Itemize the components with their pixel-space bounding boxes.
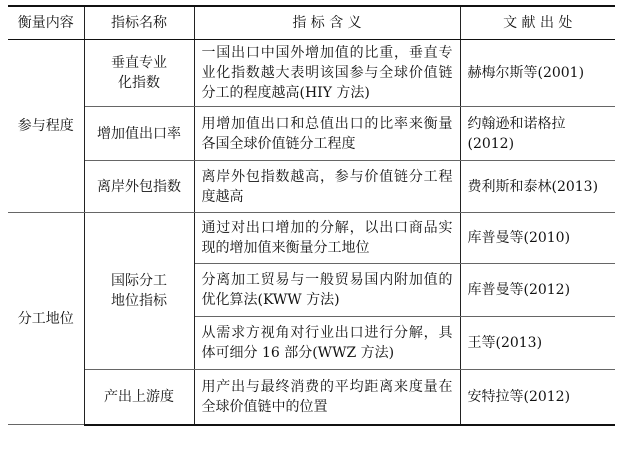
indicator-source: 库普曼等(2012): [460, 264, 615, 317]
indicator-name: 产出上游度: [84, 370, 194, 425]
indicator-name: 垂直专业 化指数: [84, 40, 194, 107]
table-row: [8, 213, 615, 264]
indicator-name: 离岸外包指数: [84, 161, 194, 213]
indicator-meaning: 从需求方视角对行业出口进行分解，具体可细分 16 部分(WWZ 方法): [194, 317, 460, 370]
indicator-source: 约翰逊和诺格拉(2012): [460, 107, 615, 161]
indicator-source: 库普曼等(2010): [460, 213, 615, 264]
header-dimension: 衡量内容: [8, 6, 84, 40]
indicator-source: 安特拉等(2012): [460, 370, 615, 425]
indicator-meaning: 分离加工贸易与一般贸易国内附加值的优化算法(KWW 方法): [194, 264, 460, 317]
indicator-meaning: 离岸外包指数越高，参与价值链分工程度越高: [194, 161, 460, 213]
table-row: [8, 161, 615, 213]
table-row: [8, 107, 615, 161]
indicator-name: 增加值出口率: [84, 107, 194, 161]
indicator-table: [8, 5, 615, 426]
indicator-meaning: 通过对出口增加的分解，以出口商品实现的增加值来衡量分工地位: [194, 213, 460, 264]
header-indicator-meaning: 指 标 含 义: [194, 6, 460, 40]
indicator-source: 赫梅尔斯等(2001): [460, 40, 615, 107]
header-indicator-name: 指标名称: [84, 6, 194, 40]
indicator-meaning: 一国出口中国外增加值的比重，垂直专业化指数越大表明该国参与全球价值链分工的程度越高(HIY 方法): [194, 40, 460, 107]
indicator-meaning: 用产出与最终消费的平均距离来度量在全球价值链中的位置: [194, 370, 460, 425]
indicator-meaning: 用增加值出口和总值出口的比率来衡量各国全球价值链分工程度: [194, 107, 460, 161]
indicator-source: 王等(2013): [460, 317, 615, 370]
header-source: 文 献 出 处: [460, 6, 615, 40]
header-row: [8, 6, 615, 40]
table-row: [8, 40, 615, 107]
dimension-participation: 参与程度: [8, 40, 84, 213]
dimension-division-position: 分工地位: [8, 213, 84, 425]
indicator-source: 费利斯和泰林(2013): [460, 161, 615, 213]
indicator-name: 国际分工 地位指标: [84, 213, 194, 370]
table-row: [8, 370, 615, 425]
